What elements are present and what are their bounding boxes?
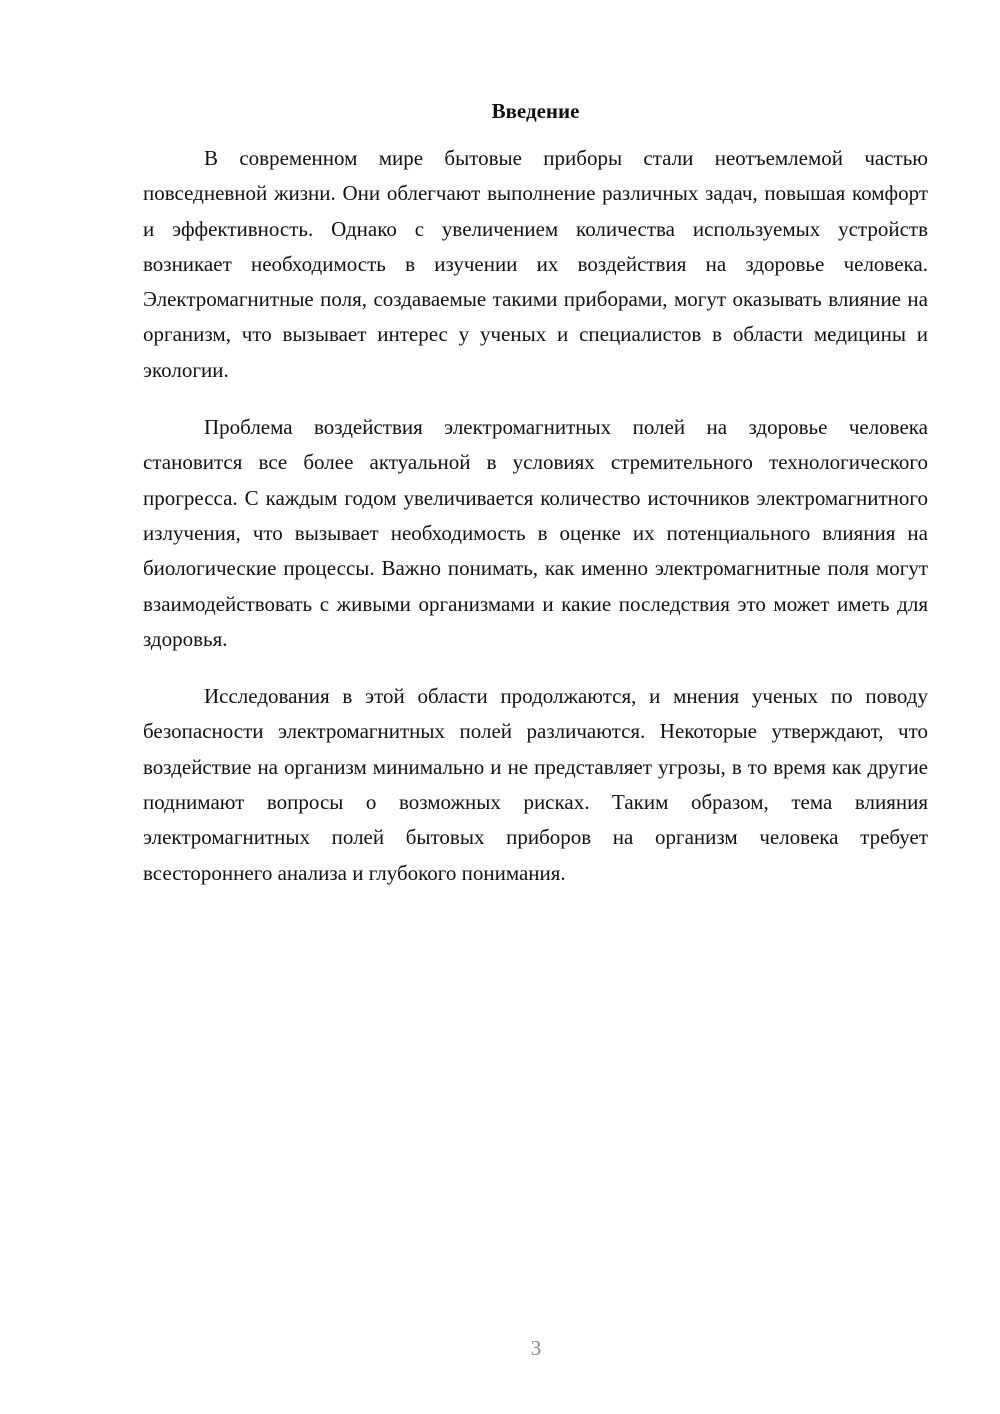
paragraph-3: Исследования в этой области продолжаются, и мнения ученых по поводу безопасности электромагнитных полей различаются. Некоторые утверждают, что воздействие на организм минимально и не представляет угрозы, в то время как другие поднимают вопросы о возможных рисках. Таким образом, тема влияния электромагнитных полей бытовых приборов на организм человека требует всестороннего анализа и глубокого понимания.: [143, 684, 928, 885]
body-text: [143, 141, 928, 913]
paragraph-1: В современном мире бытовые приборы стали неотъемлемой частью повседневной жизни. Они облегчают выполнение различных задач, повышая комфорт и эффективность. Однако с увеличением количества используемых устройств возникает необходимость в изучении их воздействия на здоровье человека. Электромагнитные поля, создаваемые такими приборами, могут оказывать влияние на организм, что вызывает интерес у ученых и специалистов в области медицины и экологии.: [143, 146, 928, 382]
paragraph-2: Проблема воздействия электромагнитных полей на здоровье человека становится все более актуальной в условиях стремительного технологического прогресса. С каждым годом увеличивается количество источников электромагнитного излучения, что вызывает необходимость в оценке их потенциального влияния на биологические процессы. Важно понимать, как именно электромагнитные поля могут взаимодействовать с живыми организмами и какие последствия это может иметь для здоровья.: [143, 415, 928, 651]
page-number: 3: [530, 1336, 542, 1360]
page-title: Введение: [491, 99, 580, 123]
